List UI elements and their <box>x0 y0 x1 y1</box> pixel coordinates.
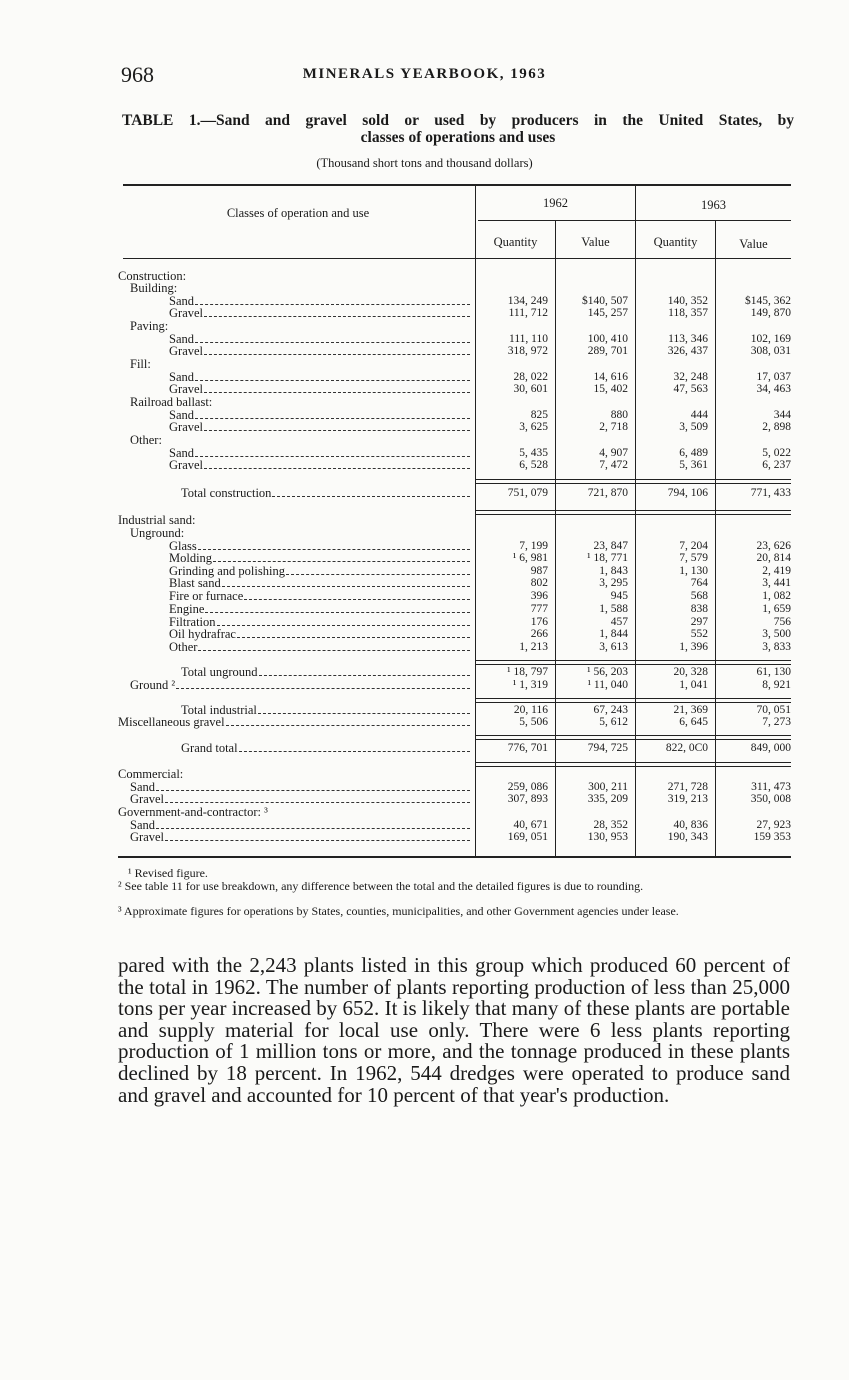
table-cell: 140, 352 <box>667 295 708 307</box>
table-cell: 30, 601 <box>513 383 548 395</box>
table-cell: 822, 0C0 <box>665 742 708 754</box>
table-cell: $145, 362 <box>745 295 791 307</box>
table-cell: 28, 352 <box>593 819 628 831</box>
dot-leader <box>156 828 470 829</box>
row-label: Gravel <box>169 306 204 320</box>
dot-leader <box>204 316 470 317</box>
dot-leader <box>198 650 470 651</box>
table-cell: 777 <box>530 603 548 615</box>
table-cell: 7, 273 <box>762 716 791 728</box>
row-label: Railroad ballast: <box>130 395 213 409</box>
dot-leader <box>237 637 470 638</box>
dot-leader <box>286 574 470 575</box>
col-header-value-1963: Value <box>739 237 768 251</box>
dot-leader <box>258 713 470 714</box>
table-cell: 118, 357 <box>668 307 708 319</box>
row-label: Gravel <box>169 458 204 472</box>
row-label: Building: <box>130 281 178 295</box>
table-cell: 987 <box>530 565 548 577</box>
table-cell: 5, 612 <box>599 716 628 728</box>
table-cell: 20, 328 <box>673 666 708 678</box>
table-cell: ¹ 56, 203 <box>587 666 628 678</box>
table-cell: 14, 616 <box>593 371 628 383</box>
row-label: Paving: <box>130 319 169 333</box>
row-label: Other <box>169 640 198 654</box>
table-cell: 1, 130 <box>679 565 708 577</box>
table-cell: 32, 248 <box>673 371 708 383</box>
table-cell: 3, 833 <box>762 641 791 653</box>
table-cell: 111, 110 <box>509 333 548 345</box>
row-label: Sand <box>130 818 155 832</box>
rule-before-grand-total-b <box>475 739 791 740</box>
table-cell: ¹ 18, 771 <box>587 552 628 564</box>
row-label: Engine <box>169 602 205 616</box>
table-cell: 1, 396 <box>679 641 708 653</box>
row-label: Ground ² <box>130 678 176 692</box>
row-label: Industrial sand: <box>118 513 196 527</box>
table-cell: 335, 209 <box>587 793 628 805</box>
table-cell: ¹ 6, 981 <box>512 552 548 564</box>
table-cell: 6, 645 <box>679 716 708 728</box>
row-label: Gravel <box>169 420 204 434</box>
row-label: Grinding and polishing <box>169 564 285 578</box>
table-cell: 751, 079 <box>507 487 548 499</box>
dot-leader <box>204 392 470 393</box>
row-label: Unground: <box>130 526 185 540</box>
table-cell: 4, 907 <box>599 447 628 459</box>
row-label: Gravel <box>130 792 165 806</box>
table-cell: 1, 843 <box>599 565 628 577</box>
dot-leader <box>195 456 470 457</box>
rule-before-total-construction-b <box>475 483 791 484</box>
dot-leader <box>195 380 470 381</box>
table-cell: 134, 249 <box>507 295 548 307</box>
table-cell: 350, 008 <box>750 793 791 805</box>
table-cell: 5, 361 <box>679 459 708 471</box>
table-cell: 169, 051 <box>507 831 548 843</box>
table-cell: 266 <box>530 628 548 640</box>
table-cell: 776, 701 <box>507 742 548 754</box>
table-cell: 5, 435 <box>519 447 548 459</box>
table-cell: 28, 022 <box>513 371 548 383</box>
table-cell: 5, 506 <box>519 716 548 728</box>
table-cell: 7, 579 <box>679 552 708 564</box>
dot-leader <box>205 612 470 613</box>
table-cell: 6, 528 <box>519 459 548 471</box>
rule-after-grand-total-b <box>475 766 791 767</box>
dot-leader <box>195 342 470 343</box>
dot-leader <box>165 840 470 841</box>
table-title-line-1: TABLE 1.—Sand and gravel sold or used by producers in the United States, by <box>122 112 794 129</box>
row-label: Other: <box>130 433 162 447</box>
table-cell: 3, 441 <box>762 577 791 589</box>
table-cell: 23, 626 <box>756 540 791 552</box>
table-cell: 552 <box>690 628 708 640</box>
table-cell: 100, 410 <box>587 333 628 345</box>
dot-leader <box>222 586 470 587</box>
table-cell: 444 <box>690 409 708 421</box>
table-cell: 17, 037 <box>756 371 791 383</box>
table-cell: 34, 463 <box>756 383 791 395</box>
table-subtitle: (Thousand short tons and thousand dollars) <box>316 156 533 170</box>
page-number: 968 <box>121 62 154 87</box>
table-title-line-2: classes of operations and uses <box>360 129 556 146</box>
rule-after-grand-total-a <box>475 762 791 763</box>
table-cell: 319, 213 <box>667 793 708 805</box>
table-cell: 756 <box>773 616 791 628</box>
table-cell: 838 <box>690 603 708 615</box>
row-label: Sand <box>169 294 194 308</box>
table-cell: 396 <box>530 590 548 602</box>
table-cell: 2, 419 <box>762 565 791 577</box>
rule-before-grand-total-a <box>475 735 791 736</box>
table-cell: 20, 116 <box>513 704 548 716</box>
row-label: Sand <box>169 408 194 422</box>
footnote-2: ² See table 11 for use breakdown, any difference between the total and the detailed figures is due to rounding. <box>118 879 644 893</box>
row-label: Sand <box>169 446 194 460</box>
row-label: Miscellaneous gravel <box>118 715 225 729</box>
rule-before-total-unground-b <box>475 664 791 665</box>
table-cell: 771, 433 <box>750 487 791 499</box>
table-cell: 7, 204 <box>679 540 708 552</box>
row-label: Filtration <box>169 615 216 629</box>
row-label: Fire or furnace <box>169 589 244 603</box>
table-cell: 67, 243 <box>593 704 628 716</box>
dot-leader <box>204 430 470 431</box>
table-cell: 849, 000 <box>750 742 791 754</box>
row-label: Oil hydrafrac <box>169 627 236 641</box>
table-cell: 311, 473 <box>751 781 791 793</box>
table-cell: 149, 870 <box>750 307 791 319</box>
running-head: MINERALS YEARBOOK, 1963 <box>302 66 547 82</box>
rule-before-total-industrial-a <box>475 698 791 699</box>
table-cell: 568 <box>690 590 708 602</box>
table-cell: 23, 847 <box>593 540 628 552</box>
row-label: Glass <box>169 539 197 553</box>
table-cell: 721, 870 <box>587 487 628 499</box>
table-cell: 307, 893 <box>507 793 548 805</box>
table-cell: 308, 031 <box>750 345 791 357</box>
table-cell: 945 <box>610 590 628 602</box>
row-label: Construction: <box>118 269 187 283</box>
table-cell: 457 <box>610 616 628 628</box>
row-label: Sand <box>169 370 194 384</box>
table-cell: 5, 022 <box>762 447 791 459</box>
row-label: Commercial: <box>118 767 184 781</box>
row-label: Grand total <box>181 741 238 755</box>
row-label: Gravel <box>169 382 204 396</box>
row-label: Molding <box>169 551 213 565</box>
dot-leader <box>239 751 470 752</box>
table-cell: 40, 836 <box>673 819 708 831</box>
rule-after-construction-a <box>475 510 791 511</box>
dot-leader <box>244 599 470 600</box>
row-label: Total unground <box>181 665 258 679</box>
table-cell: 6, 237 <box>762 459 791 471</box>
table-cell: 176 <box>530 616 548 628</box>
table-cell: 1, 213 <box>519 641 548 653</box>
table-cell: 344 <box>773 409 791 421</box>
table-cell: 3, 295 <box>599 577 628 589</box>
dot-leader <box>213 561 470 562</box>
table-cell: 47, 563 <box>673 383 708 395</box>
table-cell: 318, 972 <box>507 345 548 357</box>
dot-leader <box>272 496 470 497</box>
dot-leader <box>195 418 470 419</box>
table-cell: 3, 509 <box>679 421 708 433</box>
stub-header: Classes of operation and use <box>226 206 370 220</box>
dot-leader <box>176 688 470 689</box>
table-cell: 27, 923 <box>756 819 791 831</box>
rule-before-total-unground-a <box>475 660 791 661</box>
table-title <box>122 112 794 146</box>
dot-leader <box>204 468 470 469</box>
table-cell: 145, 257 <box>587 307 628 319</box>
table-cell: 20, 814 <box>756 552 791 564</box>
rule-before-total-industrial-b <box>475 702 791 703</box>
footnote-3: ³ Approximate figures for operations by States, counties, municipalities, and other Government agencies under lease. <box>118 904 679 918</box>
table-cell: ¹ 1, 319 <box>512 679 548 691</box>
dot-leader <box>156 790 470 791</box>
col-header-quantity-1962: Quantity <box>493 235 538 249</box>
table-cell: 159 353 <box>753 831 791 843</box>
table-cell: 1, 041 <box>679 679 708 691</box>
table-cell: 326, 437 <box>667 345 708 357</box>
table-cell: 130, 953 <box>587 831 628 843</box>
table-cell: 61, 130 <box>756 666 791 678</box>
table-cell: 764 <box>690 577 708 589</box>
col-header-value-1962: Value <box>581 235 610 249</box>
year-header-1963: 1963 <box>701 198 726 212</box>
table-cell: 825 <box>530 409 548 421</box>
table-cell: 7, 199 <box>519 540 548 552</box>
row-label: Blast sand <box>169 576 221 590</box>
table-cell: 111, 712 <box>508 307 548 319</box>
row-label: Government-and-contractor: ³ <box>118 805 268 819</box>
table-cell: 300, 211 <box>588 781 628 793</box>
table-body <box>118 180 794 860</box>
table-cell: 102, 169 <box>750 333 791 345</box>
table-cell: ¹ 18, 797 <box>507 666 548 678</box>
rule-after-construction-b <box>475 514 791 515</box>
table-cell: 3, 625 <box>519 421 548 433</box>
table-cell: 271, 728 <box>667 781 708 793</box>
col-header-quantity-1963: Quantity <box>653 235 698 249</box>
body-paragraph: pared with the 2,243 plants listed in this group which produced 60 percent of the total in 1962. The number of plants reporting production of less than 25,000 tons per year increased by 652. It is likely that many of these plants are portable and supply material for local use only. There were 6 less plants reporting production of 1 million tons or more, and the tonnage produced in these plants declined by 18 percent. In 1962, 544 dredges were operated to produce sand and gravel and accounted for 10 percent of that year's production. <box>118 953 790 1107</box>
table-cell: 190, 343 <box>667 831 708 843</box>
row-label: Gravel <box>130 830 165 844</box>
table-cell: 2, 898 <box>762 421 791 433</box>
table-cell: 3, 613 <box>599 641 628 653</box>
row-label: Total industrial <box>181 703 257 717</box>
dot-leader <box>226 725 470 726</box>
row-label: Fill: <box>130 357 151 371</box>
table-cell: $140, 507 <box>582 295 628 307</box>
table-cell: ¹ 11, 040 <box>587 679 628 691</box>
table-cell: 1, 659 <box>762 603 791 615</box>
table-cell: 3, 500 <box>762 628 791 640</box>
table-cell: 802 <box>530 577 548 589</box>
row-label: Total construction <box>181 486 272 500</box>
dot-leader <box>165 802 470 803</box>
table-cell: 1, 588 <box>599 603 628 615</box>
dot-leader <box>217 625 470 626</box>
dot-leader <box>195 304 470 305</box>
table-cell: 8, 921 <box>762 679 791 691</box>
table-cell: 1, 844 <box>599 628 628 640</box>
footnote-1: ¹ Revised figure. <box>128 866 208 880</box>
table-cell: 794, 725 <box>587 742 628 754</box>
row-label: Sand <box>169 332 194 346</box>
rule-before-total-construction-a <box>475 479 791 480</box>
table-cell: 880 <box>610 409 628 421</box>
table-cell: 1, 082 <box>762 590 791 602</box>
table-cell: 40, 671 <box>513 819 548 831</box>
table-cell: 794, 106 <box>667 487 708 499</box>
table-cell: 15, 402 <box>593 383 628 395</box>
dot-leader <box>259 675 470 676</box>
table-cell: 70, 051 <box>756 704 791 716</box>
dot-leader <box>198 549 470 550</box>
dot-leader <box>204 354 470 355</box>
data-table <box>118 180 794 860</box>
row-label: Gravel <box>169 344 204 358</box>
table-cell: 297 <box>690 616 708 628</box>
row-label: Sand <box>130 780 155 794</box>
table-cell: 21, 369 <box>673 704 708 716</box>
table-cell: 289, 701 <box>587 345 628 357</box>
table-cell: 2, 718 <box>599 421 628 433</box>
table-cell: 7, 472 <box>599 459 628 471</box>
table-cell: 113, 346 <box>668 333 708 345</box>
table-cell: 6, 489 <box>679 447 708 459</box>
table-cell: 259, 086 <box>507 781 548 793</box>
year-header-1962: 1962 <box>543 196 568 210</box>
